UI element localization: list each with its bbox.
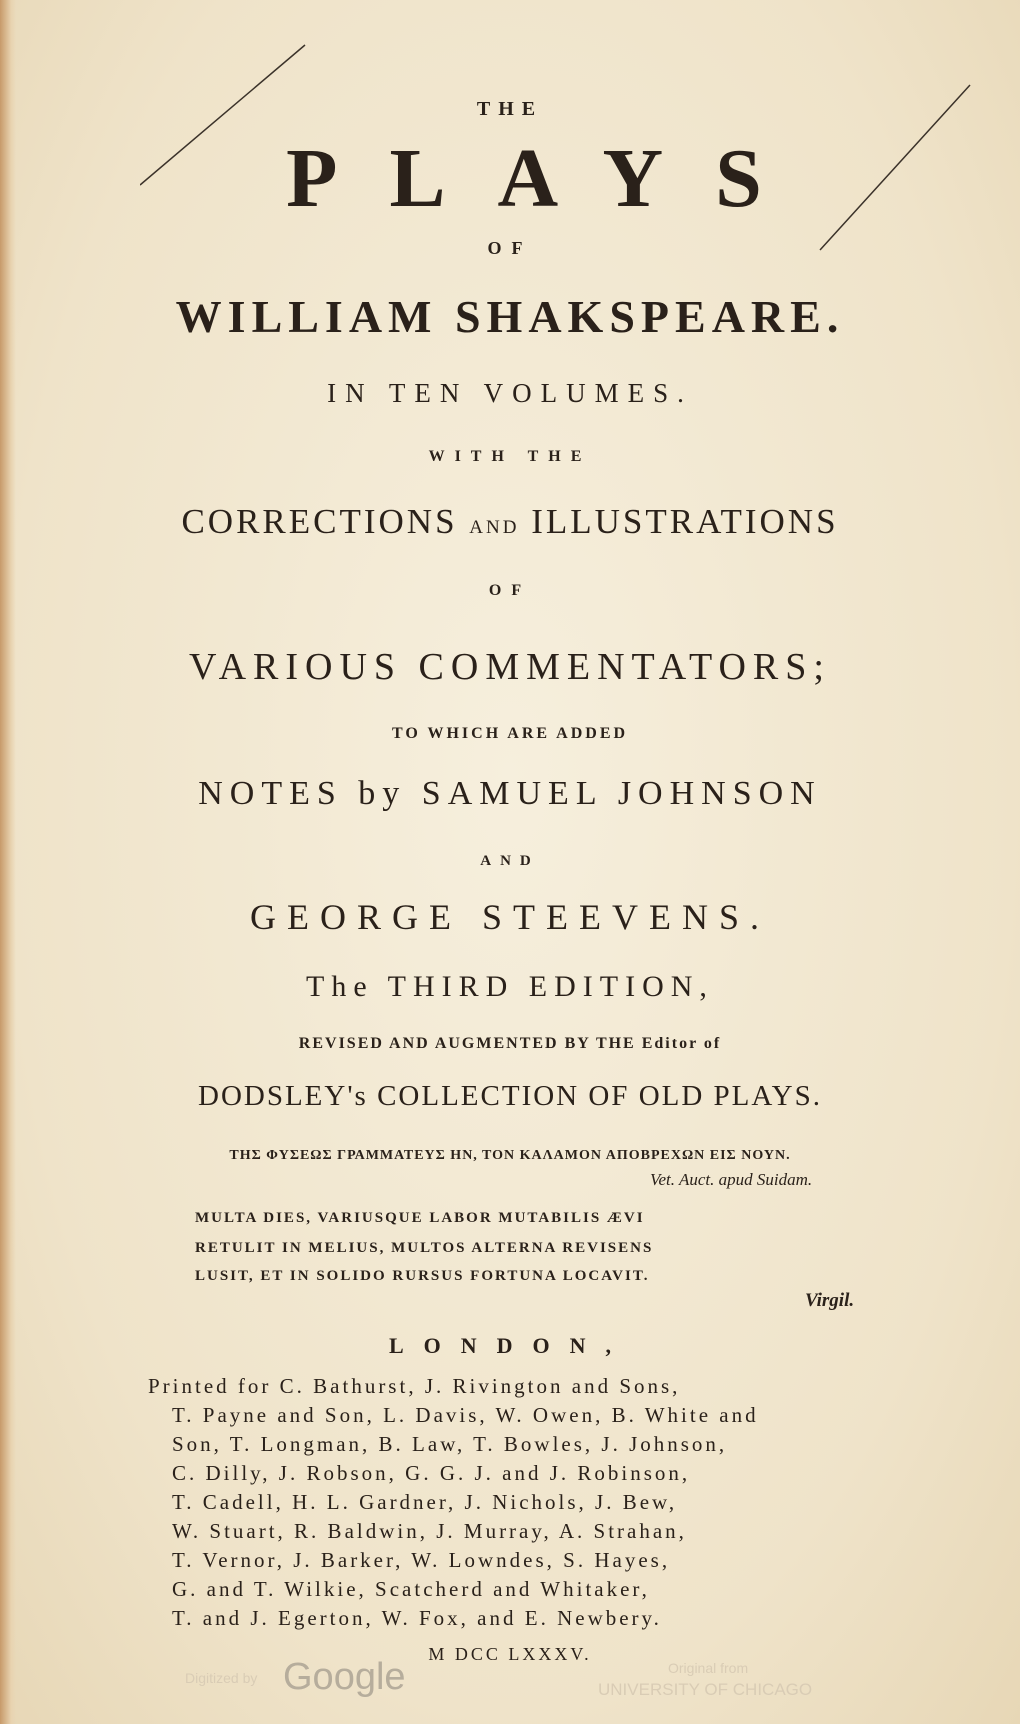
imprint-line: T. and J. Egerton, W. Fox, and E. Newbery. xyxy=(172,1606,662,1630)
watermark-university: UNIVERSITY OF CHICAGO xyxy=(598,1680,813,1699)
imprint-line: Printed for C. Bathurst, J. Rivington and Sons, xyxy=(148,1374,681,1398)
steevens-line: GEORGE STEEVENS. xyxy=(250,897,770,937)
imprint-line: W. Stuart, R. Baldwin, J. Murray, A. Strahan, xyxy=(172,1519,687,1543)
volume-count: IN TEN VOLUMES. xyxy=(327,378,693,408)
heading-of: OF xyxy=(487,238,533,258)
watermark-google-logo: Google xyxy=(283,1656,406,1698)
imprint-line: T. Payne and Son, L. Davis, W. Owen, B. White and xyxy=(172,1403,759,1427)
latin-attribution: Virgil. xyxy=(805,1290,855,1311)
imprint-line: C. Dilly, J. Robson, G. G. J. and J. Robinson, xyxy=(172,1461,691,1485)
watermark-digitized-by: Digitized by xyxy=(185,1670,258,1686)
corrections-word: CORRECTIONS xyxy=(181,502,458,541)
and-line: AND xyxy=(480,853,540,869)
greek-epigraph: ΤΗΣ ΦΥΣΕΩΣ ΓΡΑΜΜΑΤΕΥΣ ΗΝ, ΤΟΝ ΚΑΛΑΜΟΝ ΑΠΟΒΡΕΧΩΝ ΕΙΣ ΝΟΥΝ. xyxy=(229,1148,791,1163)
heading-plays: PLAYS xyxy=(286,132,814,225)
imprint-date: M DCC LXXXV. xyxy=(428,1644,592,1664)
greek-attribution: Vet. Auct. apud Suidam. xyxy=(650,1170,813,1189)
imprint-line: T. Vernor, J. Barker, W. Lowndes, S. Hayes, xyxy=(172,1548,671,1572)
to-which-line: TO WHICH ARE ADDED xyxy=(391,725,629,742)
watermark-original-from: Original from xyxy=(668,1660,749,1676)
revised-line: REVISED AND AUGMENTED BY THE Editor of xyxy=(298,1035,722,1052)
latin-epigraph-line-2: RETULIT IN MELIUS, MULTOS ALTERNA REVISENS xyxy=(195,1240,654,1256)
edition-line: The THIRD EDITION, xyxy=(306,970,714,1003)
imprint-line: T. Cadell, H. L. Gardner, J. Nichols, J. Bew, xyxy=(172,1490,678,1514)
commentators-line: VARIOUS COMMENTATORS; xyxy=(189,646,831,688)
latin-epigraph-line-1: MULTA DIES, VARIUSQUE LABOR MUTABILIS ÆVI xyxy=(195,1210,645,1226)
imprint-line: Son, T. Longman, B. Law, T. Bowles, J. Johnson, xyxy=(172,1432,728,1456)
imprint-city: LONDON, xyxy=(388,1333,632,1358)
imprint-line: G. and T. Wilkie, Scatcherd and Whitaker, xyxy=(172,1577,650,1601)
illustrations-word: ILLUSTRATIONS xyxy=(531,502,839,541)
heading-the: THE xyxy=(476,98,544,120)
author-name: WILLIAM SHAKSPEARE. xyxy=(175,291,845,342)
dodsley-line: DODSLEY's COLLECTION OF OLD PLAYS. xyxy=(198,1080,822,1112)
corrections-line xyxy=(0,502,1020,542)
notes-by-johnson: NOTES by SAMUEL JOHNSON xyxy=(198,775,822,812)
with-the: WITH THE xyxy=(428,448,592,465)
of-line: OF xyxy=(488,582,532,599)
corrections-and: AND xyxy=(469,517,520,538)
latin-epigraph-line-3: LUSIT, ET IN SOLIDO RURSUS FORTUNA LOCAVIT. xyxy=(195,1268,650,1284)
